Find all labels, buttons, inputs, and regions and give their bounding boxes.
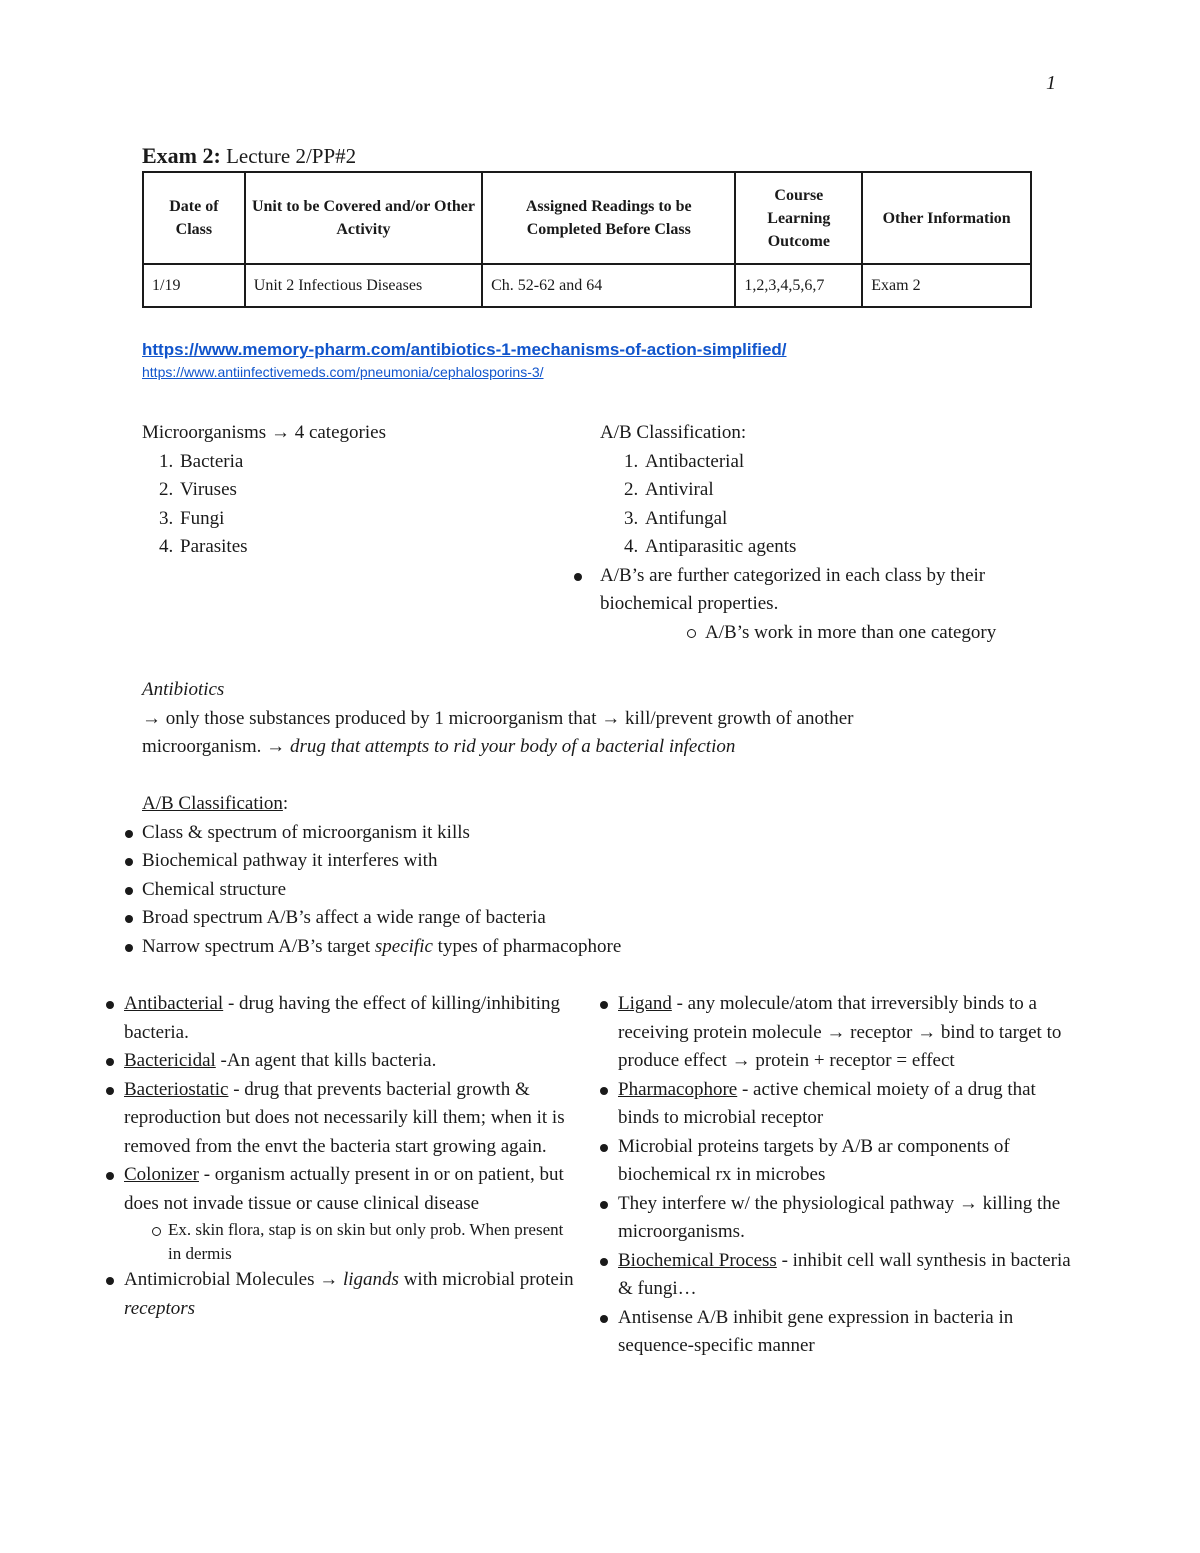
def-ligand: - any molecule/atom that irreversibly binds to a receiving protein molecule → receptor → bind to target to produce effect → protein + receptor = effect [618, 993, 1062, 1071]
schedule-table [142, 171, 1032, 308]
colonizer-example-list [124, 1218, 579, 1266]
def-bactericidal: -An agent that kills bacteria. [215, 1050, 437, 1071]
antimicrobial-text: Antimicrobial Molecules → [124, 1269, 343, 1290]
ab-category-sub-bullets [600, 619, 1070, 648]
exam-heading [142, 143, 356, 169]
def-bacteriostatic: - drug that prevents bacterial growth & reproduction but does not necessarily kill them; when it is removed from the envt the bacteria start growing again. [124, 1078, 565, 1157]
antimicrobial-with: with microbial protein [398, 1269, 574, 1290]
microorganisms-list [142, 448, 572, 562]
def-pharmacophore: - active chemical moiety of a drug that binds to microbial receptor [618, 1078, 1036, 1128]
list-item [124, 1161, 579, 1266]
list-item: 4. Antiparasitic agents [643, 533, 1070, 562]
cell-other: Exam 2 [862, 264, 1031, 307]
list-item: They interfere w/ the physiological pathway → killing the microorganisms. [618, 1190, 1073, 1247]
list-item: Biochemical pathway it interferes with [142, 847, 1042, 876]
list-item [618, 990, 1073, 1076]
ab-classification-heading-text: A/B Classification [142, 793, 283, 814]
definitions-left [124, 990, 579, 1323]
def-colonizer: - organism actually present in or on patient, but does not invade tissue or cause clinical disease [124, 1164, 564, 1214]
list-item [618, 1247, 1073, 1304]
links [142, 340, 787, 380]
ab-category-bullets [600, 562, 1070, 619]
ab-classification-top-heading: A/B Classification: [600, 422, 747, 443]
antibiotics-line-1: → only those substances produced by 1 microorganism that → kill/prevent growth of another [142, 707, 854, 729]
list-item [618, 1076, 1073, 1133]
ab-classification-colon: : [282, 793, 289, 814]
list-item [124, 1076, 579, 1162]
antibiotics-line-2 [142, 733, 1042, 762]
cell-readings: Ch. 52-62 and 64 [482, 264, 735, 307]
definitions-right-list [618, 990, 1073, 1361]
term-antibacterial: Antibacterial [124, 993, 224, 1014]
list-item: Microbial proteins targets by A/B ar components of biochemical rx in microbes [618, 1133, 1073, 1190]
term-colonizer: Colonizer [124, 1164, 199, 1185]
list-item: Antisense A/B inhibit gene expression in bacteria in sequence-specific manner [618, 1304, 1073, 1361]
def-biochemical-process: - inhibit cell wall synthesis in bacteria & fungi… [618, 1249, 1071, 1299]
list-item [142, 933, 1042, 962]
antibiotics-line-2-text: microorganism. → [142, 736, 290, 757]
cell-date: 1/19 [143, 264, 245, 307]
ab-classification-section [142, 790, 1042, 961]
list-item: 3. Antifungal [643, 505, 1070, 534]
memory-pharm-link[interactable]: https://www.memory-pharm.com/antibiotics-1-mechanisms-of-action-simplified/ [142, 340, 787, 359]
list-item [124, 1047, 579, 1076]
list-item: Broad spectrum A/B’s affect a wide range of bacteria [142, 904, 1042, 933]
list-item [124, 990, 579, 1047]
def-antibacterial: - drug having the effect of killing/inhibiting bacteria. [124, 993, 561, 1043]
list-item: 1. Bacteria [178, 448, 572, 477]
list-item [124, 1266, 579, 1323]
antibiotics-section [142, 676, 1042, 762]
antibiotics-title: Antibiotics [142, 679, 225, 700]
microorganisms-section [142, 419, 572, 562]
list-item: 2. Antiviral [643, 476, 1070, 505]
antibiotics-definition: drug that attempts to rid your body of a bacterial infection [289, 736, 736, 757]
antiinfectivemeds-link[interactable]: https://www.antiinfectivemeds.com/pneumonia/cephalosporins-3/ [142, 364, 544, 380]
header-outcome: Course Learning Outcome [735, 172, 862, 264]
cell-unit: Unit 2 Infectious Diseases [245, 264, 482, 307]
term-bacteriostatic: Bacteriostatic [124, 1078, 229, 1100]
term-pharmacophore: Pharmacophore [618, 1078, 738, 1100]
term-ligand: Ligand [618, 993, 672, 1014]
exam-label: Exam 2: [142, 143, 221, 168]
microorganisms-heading: Microorganisms → 4 categories [142, 422, 386, 443]
ab-classification-heading [142, 790, 1042, 819]
header-other: Other Information [862, 172, 1031, 264]
ab-classification-top-list [600, 448, 1070, 562]
narrow-spectrum-end: types of pharmacophore [432, 935, 622, 957]
list-item: A/B’s work in more than one category [705, 619, 1070, 648]
list-item: Ex. skin flora, stap is on skin but only prob. When present in dermis [168, 1218, 579, 1266]
ab-classification-list [142, 819, 1042, 962]
list-item: A/B’s are further categorized in each class by their biochemical properties. [600, 562, 1070, 619]
ab-classification-top-section [600, 419, 1070, 647]
term-biochemical-process: Biochemical Process [618, 1249, 777, 1271]
definitions-left-list [124, 990, 579, 1323]
definitions-right [618, 990, 1073, 1361]
narrow-spectrum-italic: specific [374, 935, 433, 957]
header-date: Date of Class [143, 172, 245, 264]
table-row [143, 264, 1031, 307]
narrow-spectrum-text: Narrow spectrum A/B’s target [142, 935, 375, 957]
list-item: 4. Parasites [178, 533, 572, 562]
list-item: 2. Viruses [178, 476, 572, 505]
list-item: Chemical structure [142, 876, 1042, 905]
antimicrobial-receptors: receptors [124, 1297, 196, 1319]
list-item: Class & spectrum of microorganism it kills [142, 819, 1042, 848]
header-unit: Unit to be Covered and/or Other Activity [245, 172, 482, 264]
term-bactericidal: Bactericidal [124, 1050, 216, 1071]
antimicrobial-ligands: ligands [342, 1269, 399, 1290]
exam-subtitle: Lecture 2/PP#2 [226, 144, 357, 168]
list-item: 3. Fungi [178, 505, 572, 534]
cell-outcome: 1,2,3,4,5,6,7 [735, 264, 862, 307]
page-number: 1 [1046, 72, 1056, 94]
table-header-row [143, 172, 1031, 264]
list-item: 1. Antibacterial [643, 448, 1070, 477]
header-readings: Assigned Readings to be Completed Before Class [482, 172, 735, 264]
